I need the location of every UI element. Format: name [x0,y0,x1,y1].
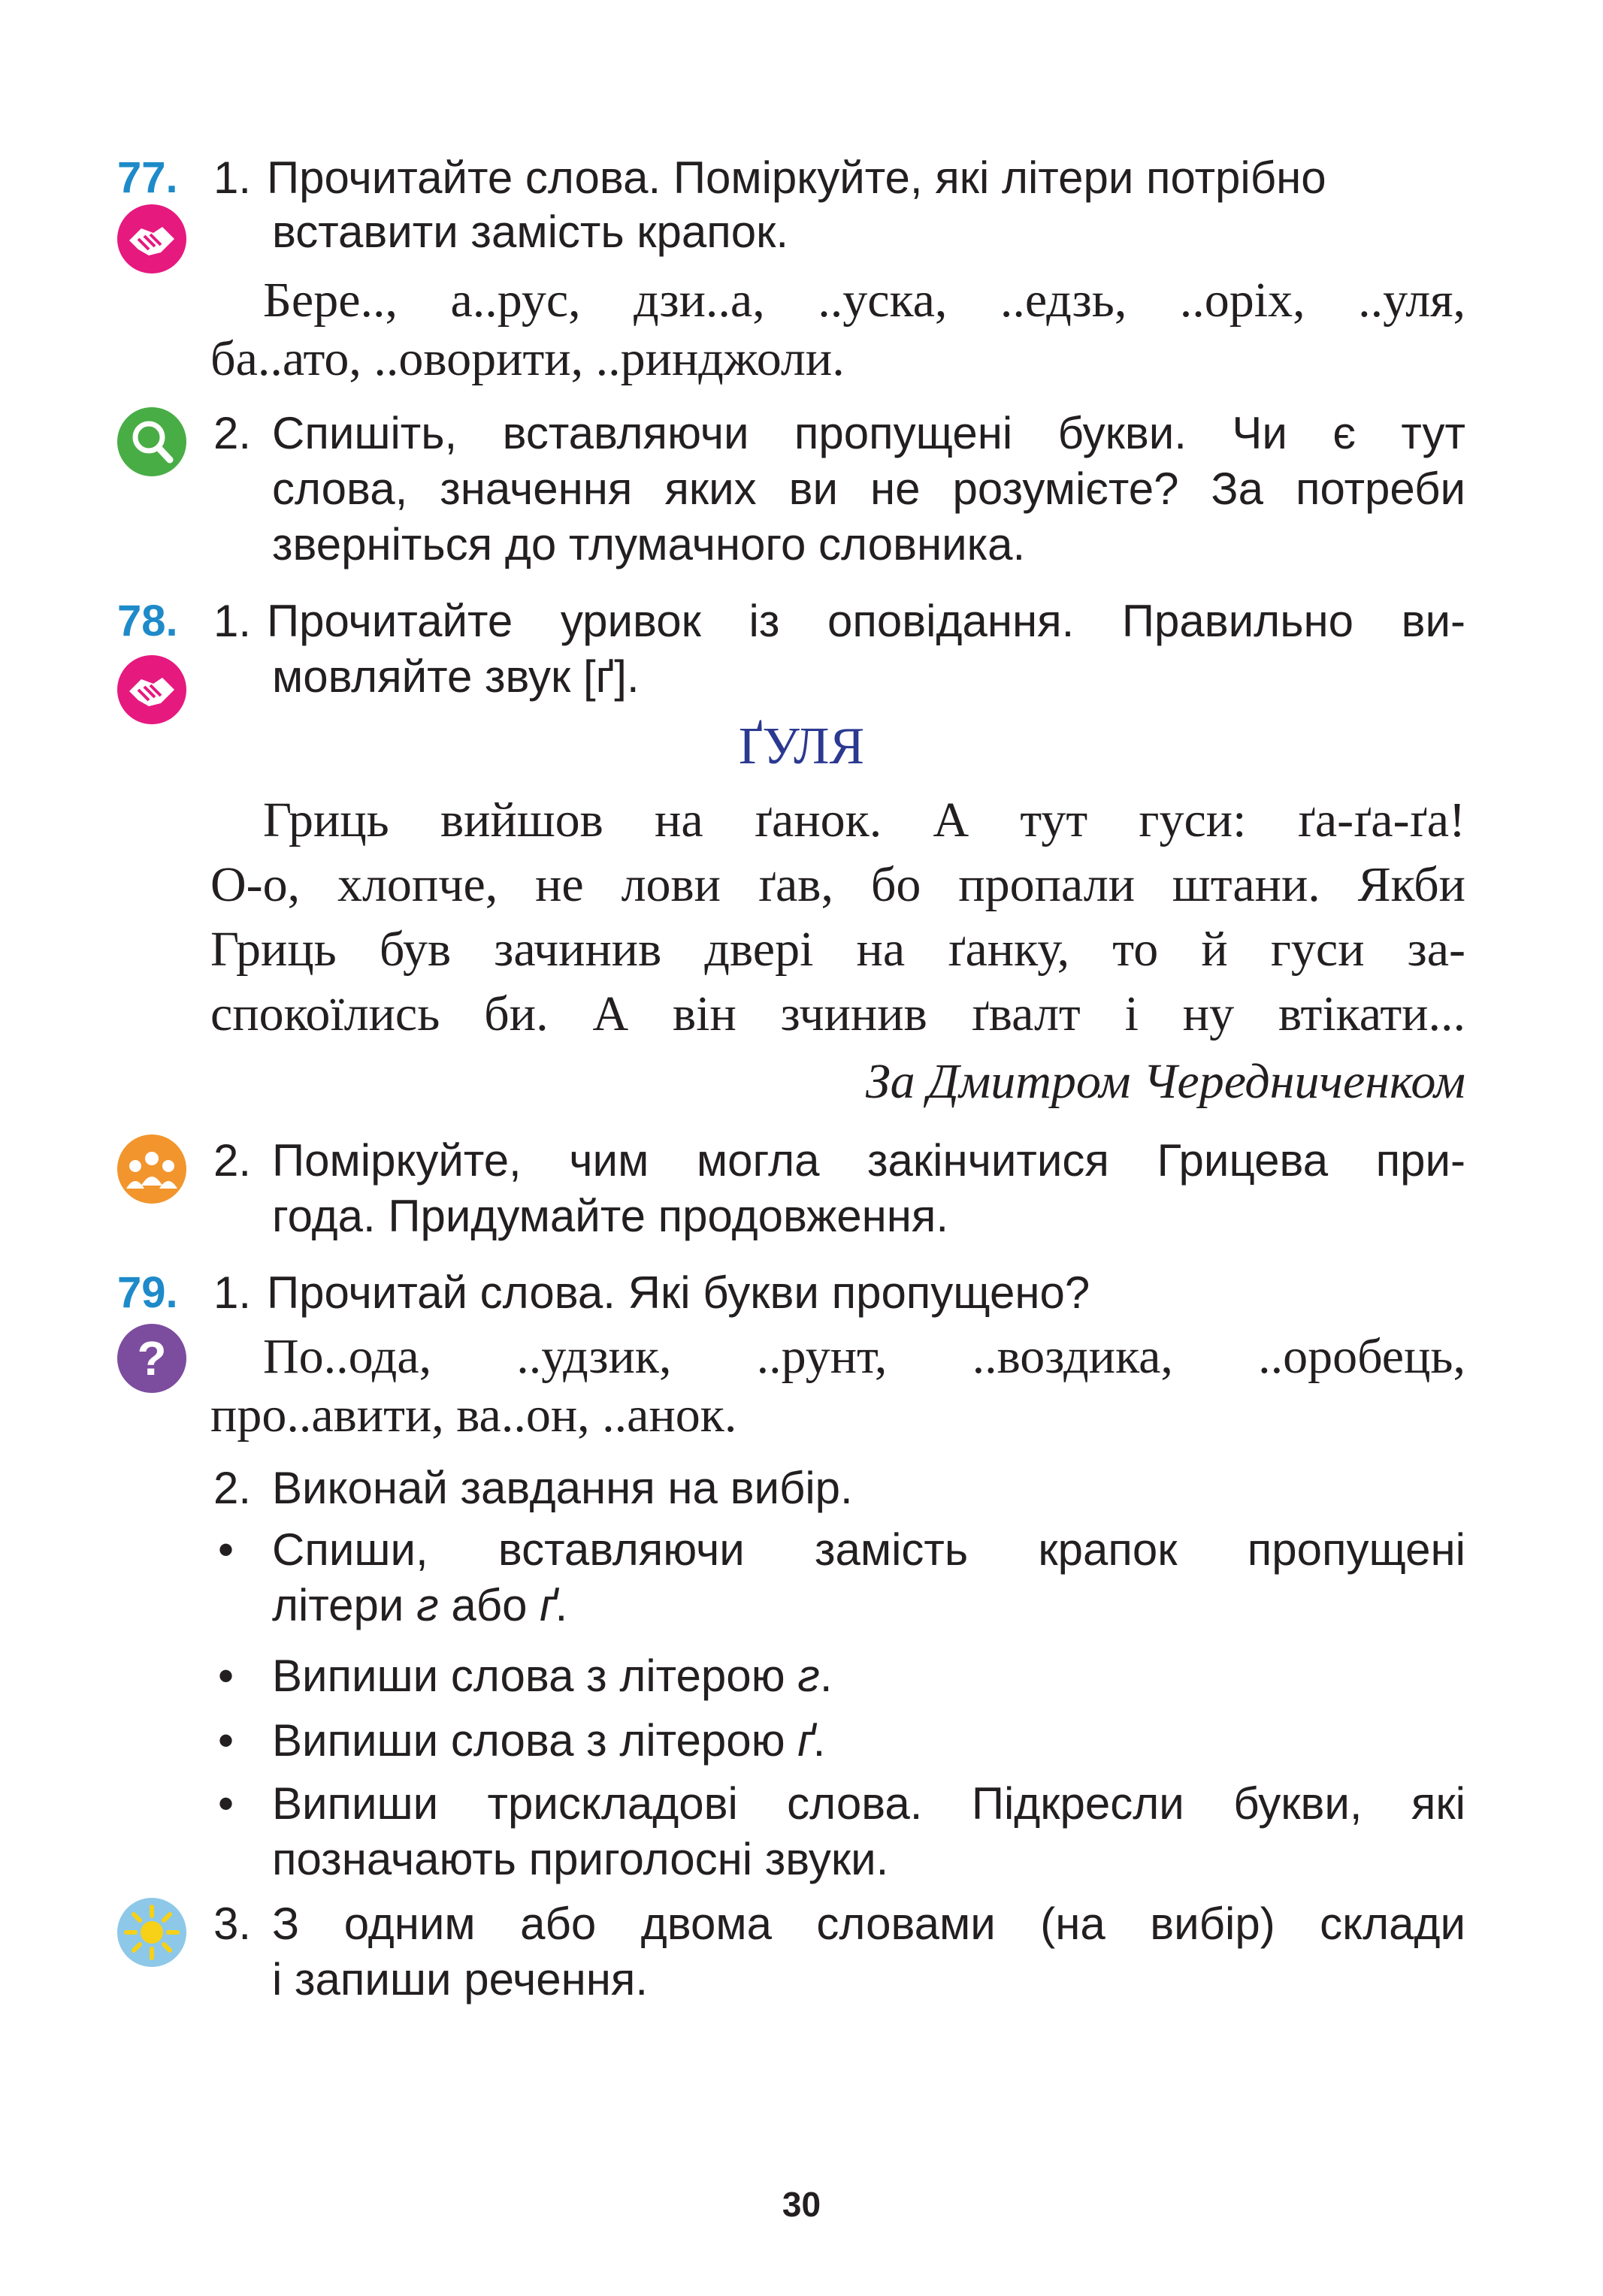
ex77-task1-line2: вставити замість крапок. [272,207,789,257]
bullet-2-period: . [819,1651,833,1701]
ex77-task2-line2: слова, значення яких ви не розумієте? За потреби [272,464,1465,514]
story-line2: О-о, хлопче, не лови ґав, бо пропали штани. Якби [210,857,1465,912]
ex77-task2-num: 2. [213,408,252,458]
handshake-icon [116,203,188,275]
exercise-number-79: 79. [117,1268,178,1317]
ex79-words-line2: про..авити, ва..он, ..анок. [210,1388,737,1443]
bullet-2-letter: г [797,1651,820,1701]
ex77-task2-line3: зверніться до тлумачного словника. [272,519,1026,569]
ex78-task2-line1: Поміркуйте, чим могла закінчитися Грицева при- [272,1135,1465,1186]
sun-icon [116,1896,188,1968]
bullet-item-1-line2 [272,1578,567,1633]
ex78-task1-line1: Прочитайте уривок із оповідання. Правильно ви- [267,596,1465,646]
bullet-1-period: . [555,1580,568,1630]
ex77-task1-num: 1. [213,153,252,203]
bullet-1-or: або [438,1580,540,1630]
ex79-task3-num: 3. [213,1899,252,1949]
bullet-item-4-line2: позначають приголосні звуки. [272,1834,889,1884]
ex79-task2-num: 2. [213,1463,252,1513]
magnifier-icon [116,406,188,478]
ex79-task3-line2: і запиши речення. [272,1954,649,2004]
story-line1: Гриць вийшов на ґанок. А тут гуси: ґа-ґа-ґа! [263,793,1465,847]
story-line4: спокоїлись би. А він зчинив ґвалт і ну втікати... [210,986,1465,1041]
exercise-number-77: 77. [117,153,178,202]
story-author: За Дмитром Чередниченком [865,1054,1465,1109]
page-number: 30 [782,2185,821,2224]
ex77-task1-line1: Прочитайте слова. Поміркуйте, які літери потрібно [267,153,1326,203]
group-work-icon [116,1133,188,1205]
ex79-task3-line1: З одним або двома словами (на вибір) склади [272,1899,1465,1949]
story-line3: Гриць був зачинив двері на ґанку, то й гуси за- [210,922,1465,977]
ex78-task1-num: 1. [213,596,252,646]
ex79-words-line1: По..ода, ..удзик, ..рунт, ..воздика, ..оробець, [263,1329,1465,1384]
ex78-task2-line2: года. Придумайте продовження. [272,1191,949,1241]
exercise-number-78: 78. [117,597,178,645]
question-icon [116,1322,188,1394]
bullet-item-3 [272,1713,825,1769]
story-title: ҐУЛЯ [738,718,865,775]
ex78-task1-line2: мовляйте звук [ґ]. [272,651,640,702]
bullet-item-1-line1: • Спиши, вставляючи замість крапок пропущені [272,1522,1465,1578]
bullet-1-letter-ge: ґ [540,1580,555,1630]
ex79-task1-text: Прочитай слова. Які букви пропущено? [267,1267,1090,1318]
ex77-words-line2: ба..ато, ..оворити, ..ринджоли. [210,331,845,386]
bullet-3-text: Випиши слова з літерою [272,1715,798,1766]
bullet-2-text: Випиши слова з літерою [272,1651,798,1701]
ex79-task2-text: Виконай завдання на вибір. [272,1463,853,1513]
bullet-item-2 [272,1648,833,1704]
ex77-words-line1: Бере.., а..рус, дзи..а, ..уска, ..едзь, ..оріх, ..уля, [263,273,1465,328]
bullet-3-letter: ґ [797,1715,813,1766]
ex78-task2-num: 2. [213,1135,252,1186]
bullet-1-text: літери [272,1580,417,1630]
bullet-1-letter-g: г [416,1580,439,1630]
bullet-3-period: . [812,1715,826,1766]
ex77-task2-line1: Спишіть, вставляючи пропущені букви. Чи є тут [272,408,1465,458]
svg-text:?: ? [137,1331,167,1385]
ex79-task1-num: 1. [213,1267,252,1318]
bullet-item-4-line1: • Випиши трискладові слова. Підкресли букви, які [272,1776,1465,1832]
